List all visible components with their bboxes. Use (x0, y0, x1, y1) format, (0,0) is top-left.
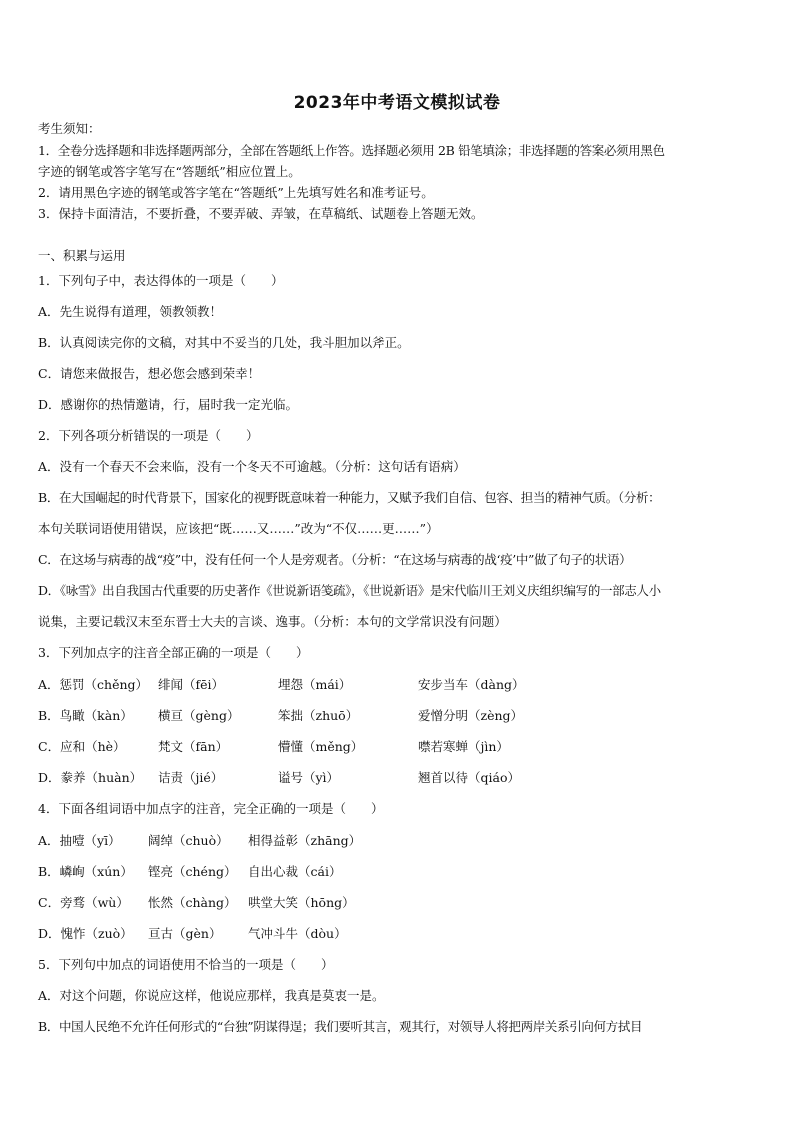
question-stem: 5．下列句中加点的词语使用不恰当的一项是（ ） (38, 957, 334, 972)
pinyin-item: B．鸟瞰（kàn） (38, 708, 133, 723)
question-option-continued: 说集，主要记载汉末至东晋士大夫的言谈、逸事。（分析：本句的文学常识没有问题） (38, 614, 507, 629)
notice-item: 3．保持卡面清洁，不要折叠，不要弄破、弄皱，在草稿纸、试题卷上答题无效。 (38, 206, 484, 221)
pinyin-item: 怅然（chàng） (148, 895, 237, 910)
question-option-row (38, 832, 762, 850)
pinyin-item: A．惩罚（chěng） (38, 677, 149, 692)
question-option-row (38, 707, 762, 725)
question-stem: 2．下列各项分析错误的一项是（ ） (38, 428, 259, 443)
question-option: A．没有一个春天不会来临，没有一个冬天不可逾越。（分析：这句话有语病） (38, 459, 466, 474)
question-option: C．请您来做报告，想必您会感到荣幸！ (38, 366, 261, 381)
pinyin-item: 铿亮（chéng） (148, 864, 237, 879)
question-option-continued: 本句关联词语使用错误，应该把“既……又……”改为“不仅……更……”） (38, 521, 439, 536)
notice-item: 1．全卷分选择题和非选择题两部分，全部在答题纸上作答。选择题必须用 2B 铅笔填涂；非选择题的答案必须用黑色 (38, 143, 665, 158)
pinyin-item: 埋怨（mái） (278, 677, 352, 692)
question-option-row (38, 863, 762, 881)
pinyin-item: 绯闻（fēi） (158, 677, 225, 692)
pinyin-item: B．嶙峋（xún） (38, 864, 133, 879)
pinyin-item: 笨拙（zhuō） (278, 708, 359, 723)
question-option: B．在大国崛起的时代背景下，国家化的视野既意味着一种能力，又赋予我们自信、包容、担当的精神气质。（分析： (38, 490, 661, 505)
pinyin-item: 自出心裁（cái） (248, 864, 342, 879)
pinyin-item: C．应和（hè） (38, 739, 126, 754)
pinyin-item: 谥号（yì） (278, 770, 340, 785)
question-option: D．《咏雪》出自我国古代重要的历史著作《世说新语笺疏》，《世说新语》是宋代临川王刘义庆组织编写的一部志人小 (38, 583, 661, 598)
pinyin-item: 爱憎分明（zèng） (418, 708, 524, 723)
pinyin-item: 相得益彰（zhāng） (248, 833, 362, 848)
question-stem: 3．下列加点字的注音全部正确的一项是（ ） (38, 645, 309, 660)
question-option: B．中国人民绝不允许任何形式的“台独”阴谋得逞；我们要听其言，观其行，对领导人将把两岸关系引向何方拭目 (38, 1019, 643, 1034)
question-option: A．对这个问题，你说应这样，他说应那样，我真是莫衷一是。 (38, 988, 385, 1003)
notice-item: 字迹的钢笔或答字笔写在“答题纸”相应位置上。 (38, 164, 301, 179)
notice-heading: 考生须知： (38, 121, 101, 136)
question-option-row (38, 925, 762, 943)
question-option: B．认真阅读完你的文稿，对其中不妥当的几处，我斗胆加以斧正。 (38, 335, 410, 350)
pinyin-item: 诘责（jié） (158, 770, 224, 785)
question-option: A．先生说得有道理，领教领教！ (38, 304, 223, 319)
notice-item: 2．请用黑色字迹的钢笔或答字笔在“答题纸”上先填写姓名和准考证号。 (38, 185, 434, 200)
pinyin-item: 噤若寒蝉（jìn） (418, 739, 509, 754)
pinyin-item: D．愧怍（zuò） (38, 926, 133, 941)
page-title: 2023年中考语文模拟试卷 (293, 93, 501, 113)
question-option: D．感谢你的热情邀请，行，届时我一定光临。 (38, 397, 299, 412)
section-heading: 一、积累与运用 (38, 248, 126, 263)
pinyin-item: 阔绰（chuò） (148, 833, 229, 848)
pinyin-item: 亘古（gèn） (148, 926, 222, 941)
pinyin-item: A．抽噎（yī） (38, 833, 121, 848)
question-stem: 4．下面各组词语中加点字的注音，完全正确的一项是（ ） (38, 801, 384, 816)
pinyin-item: 哄堂大笑（hōng） (248, 895, 355, 910)
pinyin-item: 梵文（fān） (158, 739, 229, 754)
pinyin-item: 气冲斗牛（dòu） (248, 926, 347, 941)
question-option-row (38, 769, 762, 787)
question-option-row (38, 676, 762, 694)
question-option: C．在这场与病毒的战“疫”中，没有任何一个人是旁观者。（分析：“在这场与病毒的战‘疫’中”做了句子的状语） (38, 552, 632, 567)
question-option-row (38, 738, 762, 756)
pinyin-item: C．旁骛（wù） (38, 895, 129, 910)
pinyin-item: 翘首以待（qiáo） (418, 770, 520, 785)
question-stem: 1．下列句子中，表达得体的一项是（ ） (38, 273, 284, 288)
pinyin-item: 横亘（gèng） (158, 708, 240, 723)
pinyin-item: D．豢养（huàn） (38, 770, 143, 785)
question-option-row (38, 894, 762, 912)
pinyin-item: 安步当车（dàng） (418, 677, 525, 692)
pinyin-item: 懵懂（měng） (278, 739, 364, 754)
